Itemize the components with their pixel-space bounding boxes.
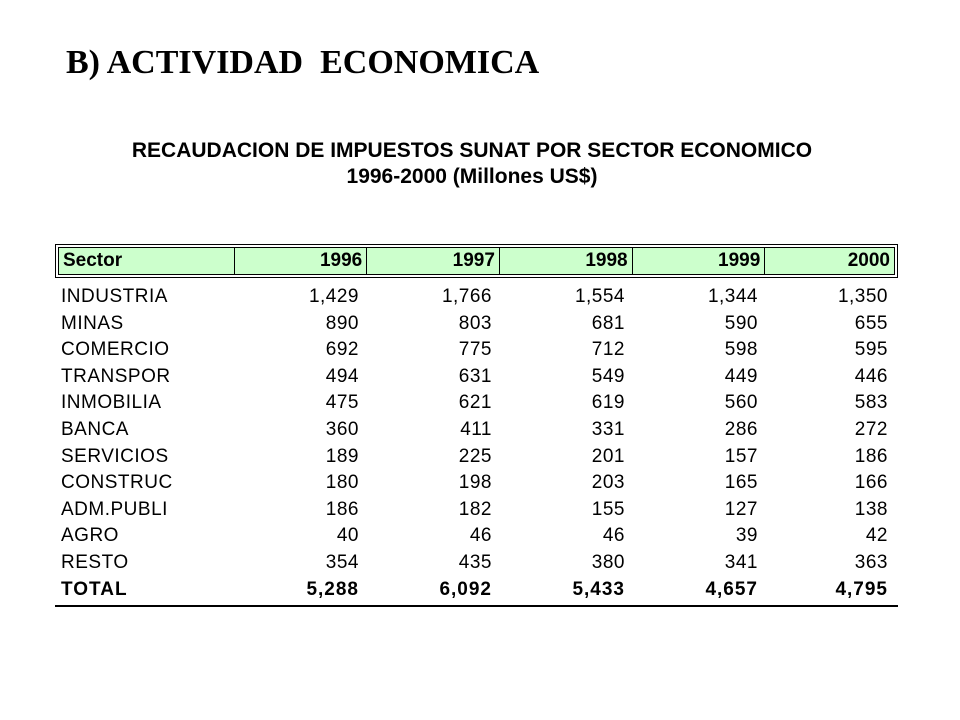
value-cell: 803 (458, 312, 492, 334)
value-cell: 411 (460, 418, 492, 440)
table-title-line1: RECAUDACION DE IMPUESTOS SUNAT POR SECTOR ECONOMICO (131, 139, 813, 162)
value-cell: 595 (854, 339, 888, 361)
value-cell: 39 (735, 525, 758, 547)
sector-cell: RESTO (61, 551, 129, 573)
slide-title: B) ACTIVIDAD ECONOMICA (66, 44, 540, 81)
value-cell: 186 (325, 498, 359, 520)
value-cell: 363 (854, 551, 888, 573)
table-row (55, 550, 898, 577)
value-cell: 619 (591, 392, 625, 414)
table-title (0, 138, 944, 190)
value-cell: 360 (325, 418, 359, 440)
sector-cell: AGRO (61, 525, 119, 547)
value-cell: 155 (591, 498, 625, 520)
table-row (55, 470, 898, 497)
sector-cell: TRANSPOR (61, 365, 171, 387)
value-cell: 4,657 (705, 578, 758, 600)
sector-cell: MINAS (61, 312, 124, 334)
value-cell: 138 (854, 498, 888, 520)
table-header-frame (55, 244, 898, 278)
value-cell: 186 (854, 445, 888, 467)
header-2000: 2000 (764, 248, 894, 274)
sector-cell: TOTAL (61, 578, 128, 600)
table-row (55, 364, 898, 391)
value-cell: 1,344 (707, 286, 758, 307)
table-row (55, 444, 898, 471)
table-row (55, 417, 898, 444)
sector-cell: INMOBILIA (61, 392, 162, 414)
header-1998: 1998 (499, 248, 632, 274)
value-cell: 4,795 (835, 578, 888, 600)
value-cell: 225 (458, 445, 492, 467)
value-cell: 331 (591, 418, 625, 440)
value-cell: 1,554 (574, 286, 625, 307)
value-cell: 1,429 (308, 286, 359, 307)
table-title-line2: 1996-2000 (Millones US$) (346, 165, 598, 188)
value-cell: 475 (325, 392, 359, 414)
table-total-row (55, 577, 898, 604)
value-cell: 182 (458, 498, 492, 520)
value-cell: 598 (724, 339, 758, 361)
value-cell: 5,433 (572, 578, 625, 600)
sector-cell: BANCA (61, 418, 129, 440)
header-1997: 1997 (366, 248, 499, 274)
value-cell: 40 (336, 525, 359, 547)
table-row (55, 497, 898, 524)
value-cell: 165 (724, 472, 758, 494)
value-cell: 46 (602, 525, 625, 547)
value-cell: 692 (325, 339, 359, 361)
value-cell: 446 (854, 365, 888, 387)
value-cell: 341 (724, 551, 758, 573)
value-cell: 655 (854, 312, 888, 334)
value-cell: 583 (854, 392, 888, 414)
value-cell: 712 (591, 339, 625, 361)
value-cell: 201 (591, 445, 625, 467)
table-row (55, 390, 898, 417)
table-row (55, 523, 898, 550)
value-cell: 157 (724, 445, 758, 467)
value-cell: 189 (325, 445, 359, 467)
value-cell: 560 (724, 392, 758, 414)
header-1999: 1999 (632, 248, 765, 274)
value-cell: 590 (724, 312, 758, 334)
value-cell: 1,766 (441, 286, 492, 307)
value-cell: 1,350 (837, 286, 888, 307)
table-row (55, 311, 898, 338)
value-cell: 681 (591, 312, 625, 334)
sector-cell: INDUSTRIA (61, 286, 168, 307)
value-cell: 127 (724, 498, 758, 520)
value-cell: 549 (591, 365, 625, 387)
value-cell: 631 (458, 365, 492, 387)
value-cell: 272 (854, 418, 888, 440)
value-cell: 6,092 (439, 578, 492, 600)
value-cell: 380 (591, 551, 625, 573)
value-cell: 494 (325, 365, 359, 387)
sector-cell: SERVICIOS (61, 445, 169, 467)
header-sector: Sector (63, 250, 123, 271)
value-cell: 354 (325, 551, 359, 573)
sector-cell: ADM.PUBLI (61, 498, 168, 520)
value-cell: 42 (865, 525, 888, 547)
tax-table (55, 244, 898, 607)
table-row (55, 284, 898, 311)
value-cell: 621 (458, 392, 492, 414)
value-cell: 890 (325, 312, 359, 334)
sector-cell: COMERCIO (61, 339, 170, 361)
table-body (55, 278, 898, 607)
value-cell: 198 (458, 472, 492, 494)
table-header-row (58, 247, 895, 275)
value-cell: 46 (469, 525, 492, 547)
sector-cell: CONSTRUC (61, 472, 173, 494)
value-cell: 286 (724, 418, 758, 440)
value-cell: 203 (591, 472, 625, 494)
value-cell: 5,288 (306, 578, 359, 600)
table-row (55, 337, 898, 364)
value-cell: 166 (854, 472, 888, 494)
value-cell: 775 (458, 339, 492, 361)
header-1996: 1996 (234, 248, 367, 274)
value-cell: 435 (458, 551, 492, 573)
value-cell: 180 (325, 472, 359, 494)
value-cell: 449 (724, 365, 758, 387)
